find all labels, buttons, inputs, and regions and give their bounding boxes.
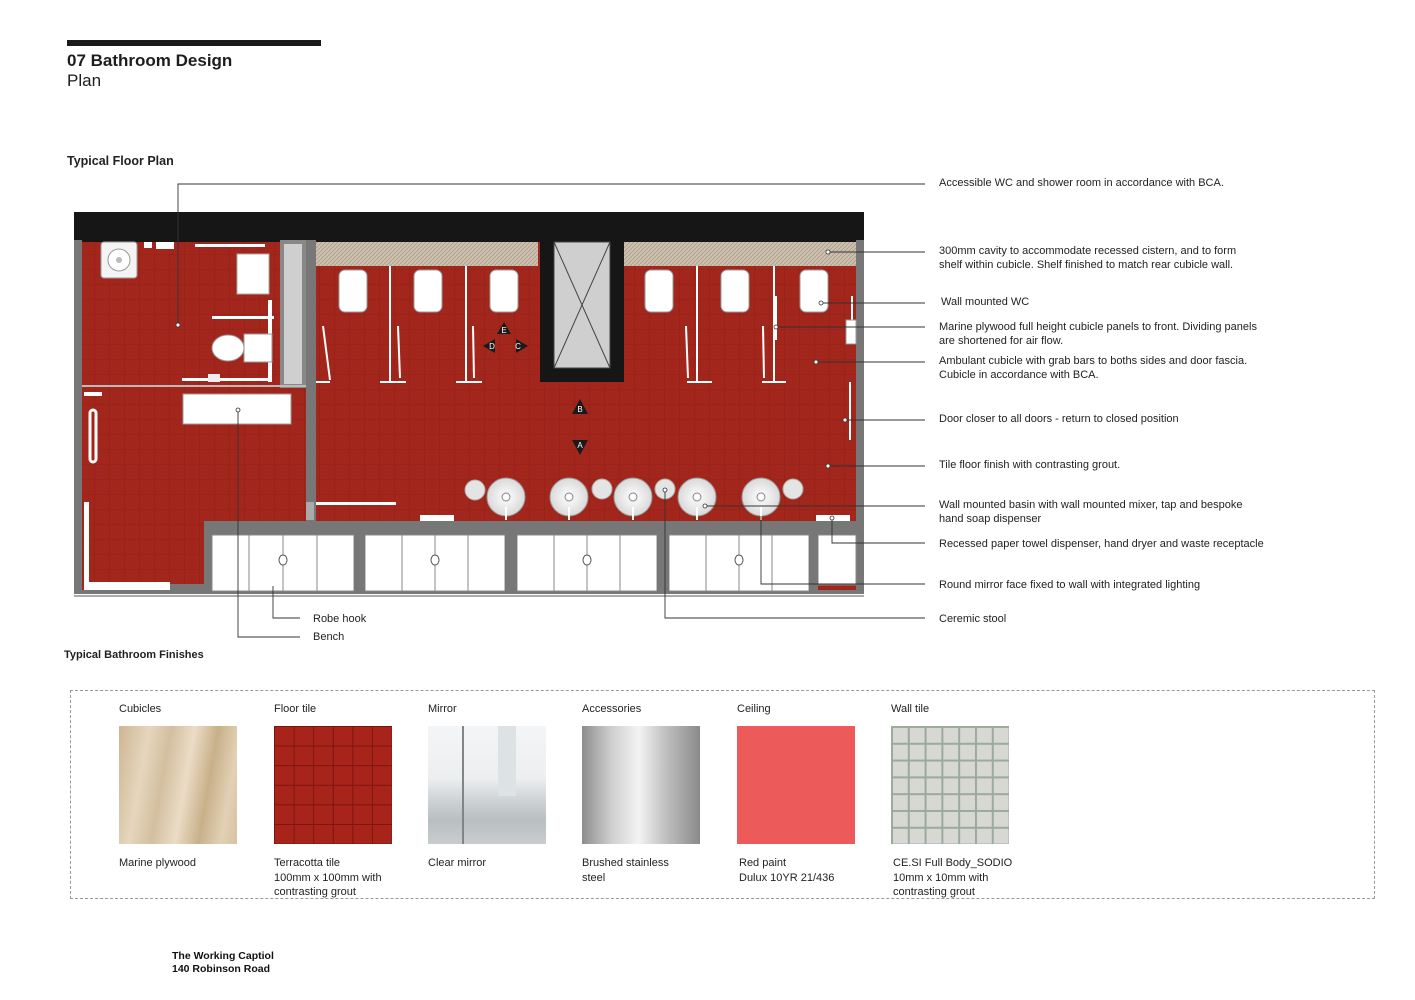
finish-desc-floor-tile: Terracotta tile 100mm x 100mm with contrasting grout xyxy=(274,857,382,898)
east-wall xyxy=(856,240,864,592)
swatch-brushed-steel xyxy=(582,726,700,844)
note-ceramic-stool: Ceremic stool xyxy=(939,613,1007,625)
project-address: The Working Captiol 140 Robinson Road xyxy=(172,950,274,975)
finish-label-accessories: Accessories xyxy=(582,703,642,715)
finish-desc-accessories: Brushed stainless steel xyxy=(582,857,669,884)
ceramic-stool xyxy=(783,479,803,499)
note-robe-hook: Robe hook xyxy=(313,613,367,625)
finish-label-ceiling: Ceiling xyxy=(737,703,771,715)
view-marker-d: D xyxy=(489,342,495,351)
note-cubicle-panels: Marine plywood full height cubicle panels to front. Dividing panels are shortened for air flow. xyxy=(939,321,1257,347)
cubicle-wc xyxy=(721,270,749,312)
ceramic-stool xyxy=(592,479,612,499)
cistern-shelf-right xyxy=(624,242,856,266)
west-wall xyxy=(74,240,82,592)
note-accessible-wc: Accessible WC and shower room in accordance with BCA. xyxy=(939,177,1224,189)
cubicle-wc xyxy=(645,270,673,312)
swatch-terracotta-tile xyxy=(274,726,392,844)
accessible-basin xyxy=(237,254,269,294)
floor-plan-heading: Typical Floor Plan xyxy=(67,154,174,168)
view-marker-a: A xyxy=(577,441,583,450)
note-tile-floor: Tile floor finish with contrasting grout. xyxy=(939,459,1121,471)
note-door-closer: Door closer to all doors - return to closed position xyxy=(939,413,1179,425)
accessible-wc xyxy=(212,335,244,361)
cubicle-wc xyxy=(490,270,518,312)
note-wall-mounted-wc: Wall mounted WC xyxy=(941,296,1030,308)
finish-label-cubicles: Cubicles xyxy=(119,703,162,715)
note-basin: Wall mounted basin with wall mounted mixer, tap and bespoke hand soap dispenser xyxy=(939,499,1243,525)
finish-desc-wall-tile: CE.SI Full Body_SODIO 10mm x 10mm with contrasting grout xyxy=(893,857,1013,898)
finish-desc-cubicles: Marine plywood xyxy=(119,857,197,869)
note-bench: Bench xyxy=(313,631,345,643)
ceiling-band xyxy=(74,212,864,242)
vanity-wall xyxy=(204,521,864,535)
finish-label-wall-tile: Wall tile xyxy=(891,703,930,715)
note-paper-towel: Recessed paper towel dispenser, hand dryer and waste receptacle xyxy=(939,538,1264,550)
note-round-mirror: Round mirror face fixed to wall with integrated lighting xyxy=(939,579,1201,591)
ceramic-stool xyxy=(465,480,485,500)
cubicle-wc xyxy=(800,270,828,312)
view-marker-e: E xyxy=(501,326,507,335)
swatch-mosaic-wall-tile xyxy=(891,726,1009,844)
cubicle-wc xyxy=(414,270,442,312)
cistern-shelf-left xyxy=(316,242,538,266)
swatch-marine-plywood xyxy=(119,726,237,844)
finishes-panel xyxy=(70,690,1375,899)
finish-label-mirror: Mirror xyxy=(428,703,457,715)
finish-desc-ceiling: Red paint Dulux 10YR 21/436 xyxy=(739,857,835,884)
finish-label-floor-tile: Floor tile xyxy=(274,703,317,715)
note-cistern-cavity: 300mm cavity to accommodate recessed cistern, and to form shelf within cubicle. Shelf finished to match rear cubicle wall. xyxy=(939,245,1237,271)
swatch-clear-mirror xyxy=(428,726,546,844)
view-marker-b: B xyxy=(577,405,583,414)
swatch-red-paint xyxy=(737,726,855,844)
page-title: 07 Bathroom Design xyxy=(67,51,233,70)
finish-desc-mirror: Clear mirror xyxy=(428,857,487,869)
view-marker-c: C xyxy=(515,342,521,351)
cubicle-wc xyxy=(339,270,367,312)
finishes-heading: Typical Bathroom Finishes xyxy=(64,649,204,661)
page-subtitle: Plan xyxy=(67,71,102,90)
note-ambulant-cubicle: Ambulant cubicle with grab bars to boths sides and door fascia. Cubicle in accordance with BCA. xyxy=(939,355,1248,381)
